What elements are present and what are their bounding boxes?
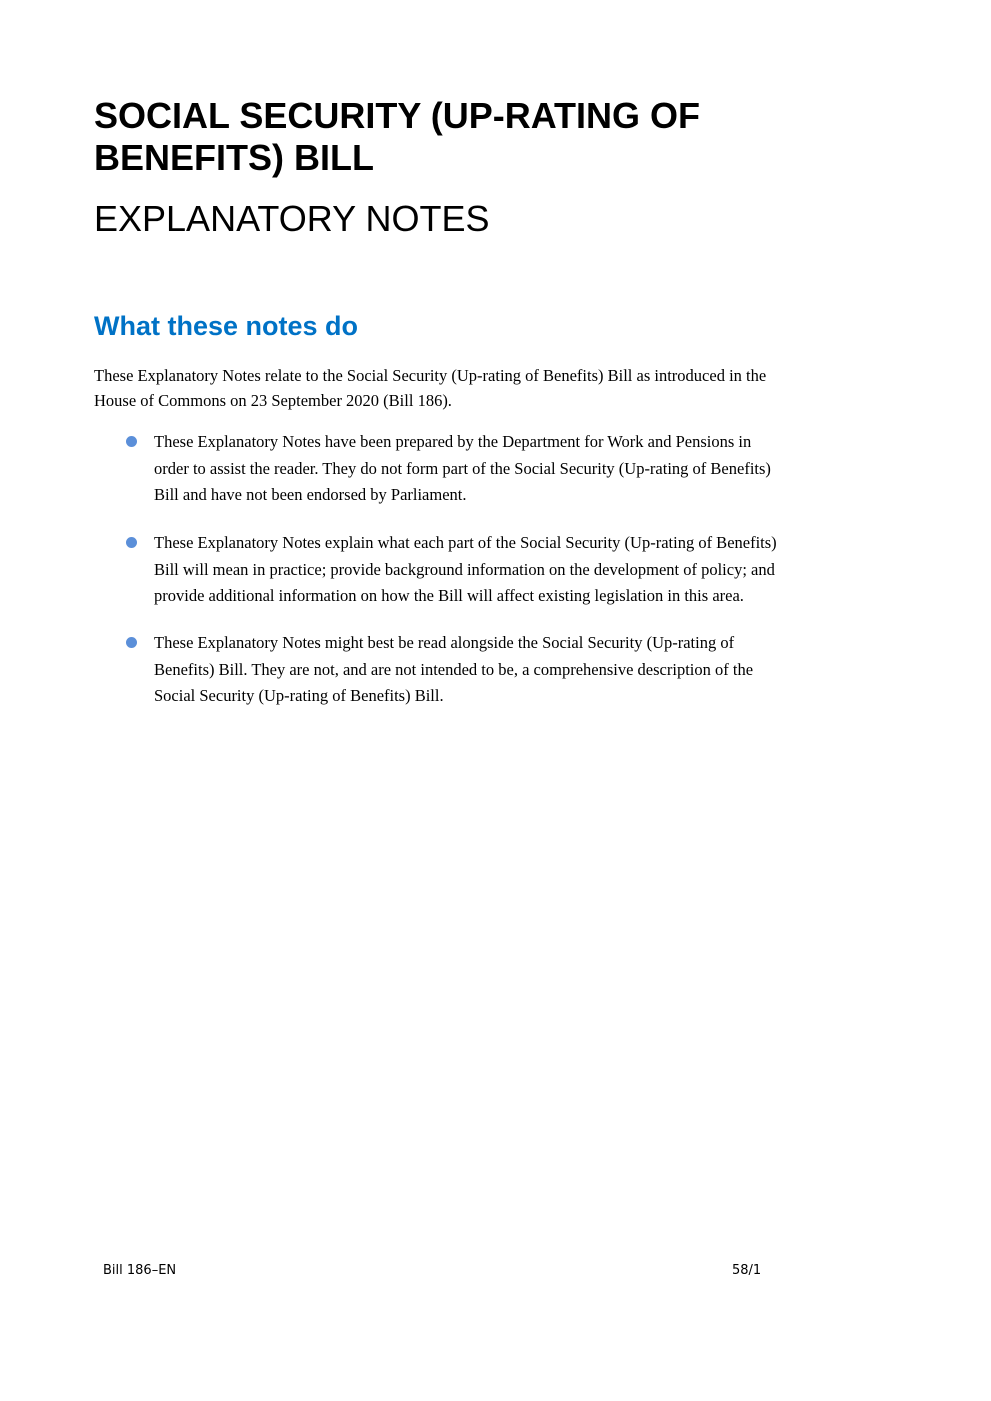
bullet-line: order to assist the reader. They do not form part of the Social Security (Up-rating of Benefits) [154,458,771,478]
bullet-dot-icon [126,537,137,548]
document-title [94,95,700,179]
bullet-line: provide additional information on how the Bill will affect existing legislation in this area. [154,586,744,605]
intro-line: House of Commons on 23 September 2020 (Bill 186). [94,391,452,410]
bullet-item [154,630,753,710]
document-subtitle: EXPLANATORY NOTES [94,198,490,239]
footer-page-ref: 58/1 [732,1263,762,1278]
bullet-line: Benefits) Bill. They are not, and are not intended to be, a comprehensive description of the [154,659,754,679]
bullet-dot-icon [126,637,137,648]
bullet-line: These Explanatory Notes might best be read alongside the Social Security (Up-rating of [154,633,735,652]
intro-paragraph [94,363,766,413]
bullet-line: These Explanatory Notes explain what each part of the Social Security (Up-rating of Benefits) [154,533,777,552]
footer-bill-number: Bill 186–EN [103,1263,177,1278]
bullet-line: Bill will mean in practice; provide background information on the development of policy; and [154,559,775,579]
bullet-line: These Explanatory Notes have been prepared by the Department for Work and Pensions in [154,432,752,451]
bullet-item [154,530,777,610]
bullet-dot-icon [126,436,137,447]
title-line: BENEFITS) BILL [94,137,374,178]
bullet-item [154,429,771,509]
bullet-line: Social Security (Up-rating of Benefits) Bill. [154,686,444,705]
title-line: SOCIAL SECURITY (UP-RATING OF [94,95,701,136]
bullet-line: Bill and have not been endorsed by Parliament. [154,485,467,504]
intro-line: These Explanatory Notes relate to the Social Security (Up-rating of Benefits) Bill as introduced in the [94,366,767,385]
section-heading: What these notes do [94,311,359,341]
